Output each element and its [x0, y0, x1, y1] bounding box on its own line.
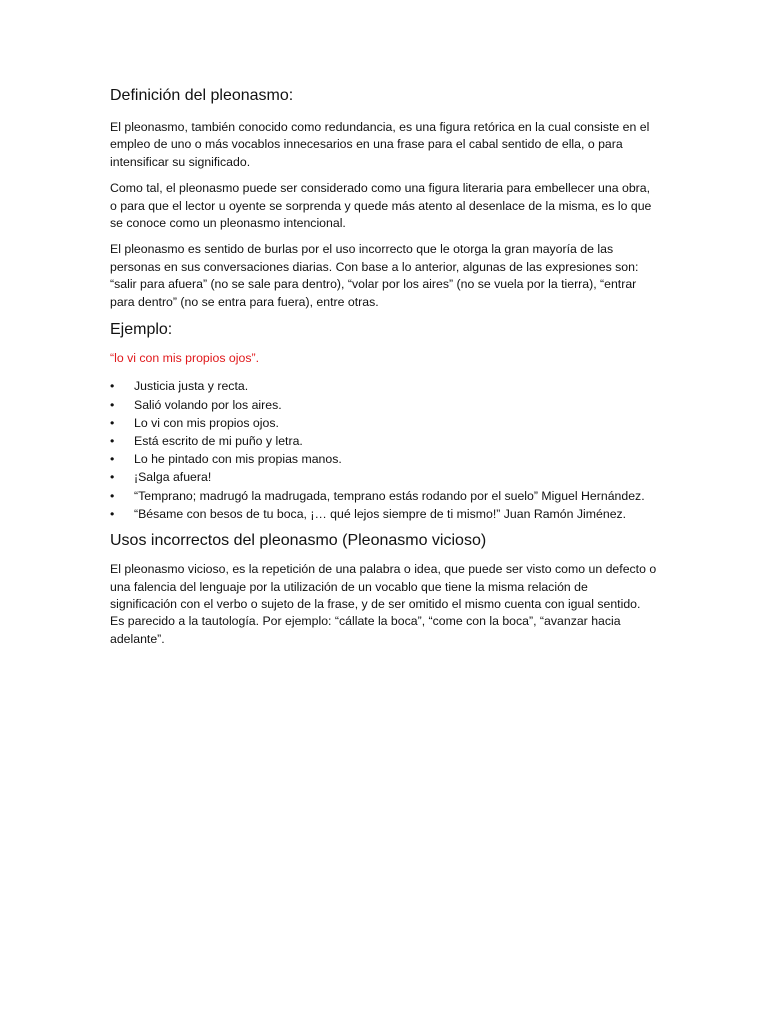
list-item-text: “Temprano; madrugó la madrugada, temprano estás rodando por el suelo” Miguel Hernández.	[134, 488, 645, 503]
list-item-text: ¡Salga afuera!	[134, 470, 212, 485]
heading-definicion: Definición del pleonasmo:	[110, 87, 294, 104]
list-item	[110, 432, 658, 450]
list-item-text: Salió volando por los aires.	[134, 397, 282, 412]
list-item-text: Lo vi con mis propios ojos.	[134, 415, 279, 430]
bullet-icon: •	[110, 434, 115, 449]
examples-list	[110, 377, 658, 523]
paragraph-usos: El pleonasmo vicioso, es la repetición de una palabra o idea, que puede ser visto como un defecto o una falencia del lenguaje por la utilización de un vocablo que tiene la misma relación de significación con el verbo o sujeto de la frase, y de ser omitido el mismo cuenta con igual sentido. Es parecido a la tautología. Por ejemplo: “cállate la boca”, “come con la boca”, “avanzar hacia adelante”.	[110, 562, 657, 646]
list-item-text: “Bésame con besos de tu boca, ¡… qué lejos siempre de ti mismo!” Juan Ramón Jiménez.	[134, 506, 627, 521]
list-item	[110, 505, 658, 523]
bullet-icon: •	[110, 415, 115, 430]
list-item	[110, 487, 658, 505]
paragraph-intro-2: Como tal, el pleonasmo puede ser considerado como una figura literaria para embellecer una obra, o para que el lector u oyente se sorprenda y quede más atento al desenlace de la misma, es lo que se conoce como un pleonasmo intencional.	[110, 181, 652, 231]
list-item	[110, 396, 658, 414]
heading-usos: Usos incorrectos del pleonasmo (Pleonasmo vicioso)	[110, 532, 487, 550]
list-item	[110, 468, 658, 486]
list-item	[110, 377, 658, 395]
list-item-text: Justicia justa y recta.	[134, 379, 249, 394]
paragraph-intro-3: El pleonasmo es sentido de burlas por el uso incorrecto que le otorga la gran mayoría de las personas en sus conversaciones diarias. Con base a lo anterior, algunas de las expresiones son: “salir para afuera” (no se sale para dentro), “volar por los aires” (no se vuela por la tierra), “entrar para dentro” (no se entra para fuera), entre otras.	[110, 242, 639, 309]
bullet-icon: •	[110, 488, 115, 503]
list-item-text: Lo he pintado con mis propias manos.	[134, 452, 342, 467]
example-quote: “lo vi con mis propios ojos”.	[110, 351, 259, 366]
bullet-icon: •	[110, 452, 115, 467]
heading-ejemplo: Ejemplo:	[110, 321, 173, 339]
list-item	[110, 414, 658, 432]
list-item-text: Está escrito de mi puño y letra.	[134, 434, 303, 449]
bullet-icon: •	[110, 470, 115, 485]
bullet-icon: •	[110, 506, 115, 521]
paragraph-intro-1: El pleonasmo, también conocido como redundancia, es una figura retórica en la cual consiste en el empleo de uno o más vocablos innecesarios en una frase para el cabal sentido de ella, o para intensificar su significado.	[110, 120, 650, 169]
bullet-icon: •	[110, 397, 115, 412]
bullet-icon: •	[110, 379, 115, 394]
list-item	[110, 450, 658, 468]
